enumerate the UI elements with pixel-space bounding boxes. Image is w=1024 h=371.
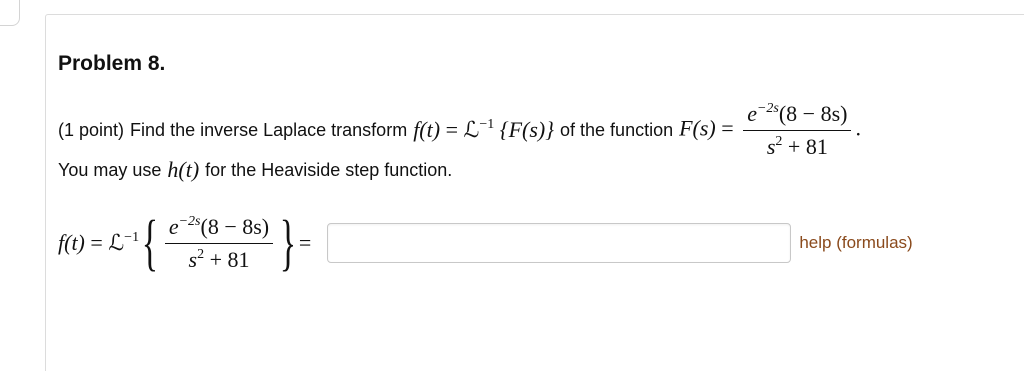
F-of-s: F(s) (679, 115, 716, 141)
inverse-transform-expression (413, 117, 554, 143)
help-formulas-link[interactable]: help (formulas) (799, 233, 913, 252)
fraction (743, 101, 851, 160)
answer-equals-sign: = (298, 230, 312, 255)
fraction-denominator: $s^2 + 81$ (766, 133, 828, 159)
heaviside-note: You may use h(t) for the Heaviside step function. (58, 157, 453, 182)
equals-sign: = (445, 117, 458, 142)
problem-container (45, 14, 1024, 371)
answer-expression: f(t) = ℒ$^{-1}$ (58, 230, 140, 255)
laplace-symbol: ℒ (463, 117, 480, 142)
problem-statement (58, 102, 861, 158)
points-label: (1 point) (58, 119, 125, 140)
fraction-numerator: $e^{-2s}(8 - 8s)$ (743, 101, 851, 131)
answer-fraction-denominator: $s^2 + 81$ (188, 246, 250, 272)
answer-row (58, 206, 913, 280)
inverse-exponent: −1 (479, 117, 495, 132)
problem-title: Problem 8. (58, 52, 166, 75)
instruction-text: Find the inverse Laplace transform (130, 119, 408, 140)
answer-fraction-wrap (161, 214, 277, 273)
f-of-t: f(t) (413, 117, 441, 142)
F-of-s-braced: {F(s)} (499, 117, 555, 142)
heaviside-function: h(t) (167, 157, 200, 182)
answer-fraction-numerator: $e^{-2s}(8 - 8s)$ (165, 214, 273, 244)
period: . (855, 115, 861, 141)
right-brace: } (279, 209, 297, 277)
function-definition (679, 101, 861, 160)
previous-panel-edge (0, 0, 20, 26)
equals-sign: = (721, 115, 734, 141)
left-brace: { (141, 209, 159, 277)
answer-input[interactable] (327, 223, 791, 263)
instruction-middle-text: of the function (560, 119, 674, 140)
answer-fraction (165, 214, 273, 273)
